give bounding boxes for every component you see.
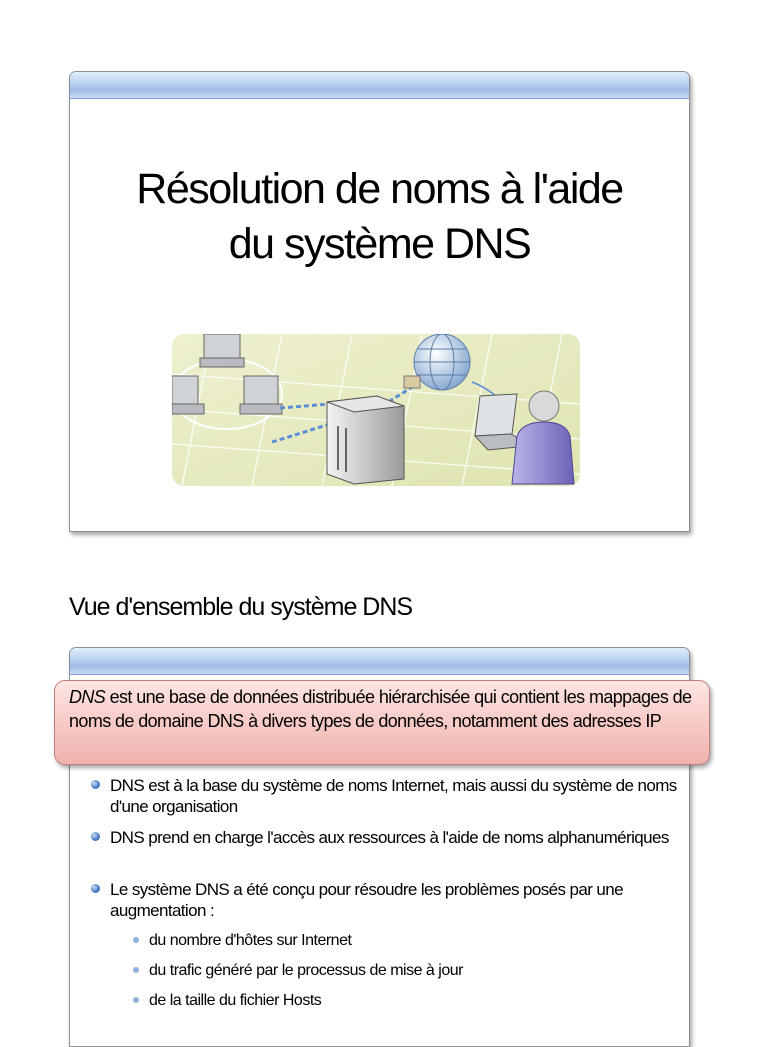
sub-bullet-icon (133, 937, 139, 943)
sub-bullet-item (149, 991, 679, 1011)
sub-bullet-item (149, 931, 679, 951)
dns-definition-callout (54, 680, 710, 765)
bullet-icon (91, 780, 100, 789)
client-computer-3 (240, 376, 282, 414)
bullet-text: DNS prend en charge l'accès aux ressources à l'aide de noms alphanumériques (110, 828, 669, 847)
sub-bullet-text: du trafic généré par le processus de mise à jour (149, 962, 463, 979)
sub-bullet-item (149, 961, 679, 981)
bullet-item (110, 879, 680, 921)
slide-title (70, 162, 689, 272)
dns-server (327, 396, 404, 484)
title-line-2: du système DNS (228, 220, 531, 268)
sub-bullet-text: de la taille du fichier Hosts (149, 992, 322, 1009)
slide-header-bar (70, 648, 689, 675)
bullet-item (110, 827, 680, 848)
sub-bullet-text: du nombre d'hôtes sur Internet (149, 932, 352, 949)
bullet-item (110, 775, 680, 817)
dns-definition-text: est une base de données distribuée hiérarchisée qui contient les mappages de noms de domaine DNS à divers types de données, notamment des adresses IP (69, 687, 692, 731)
section-heading: Vue d'ensemble du système DNS (69, 593, 413, 621)
bullet-text: Le système DNS a été conçu pour résoudre les problèmes posés par une augmentation : (110, 880, 623, 920)
sub-bullet-icon (133, 997, 139, 1003)
bullet-text: DNS est à la base du système de noms Internet, mais aussi du système de noms d'une organisation (110, 776, 677, 816)
dns-network-illustration (172, 334, 580, 486)
dns-term: DNS (69, 687, 106, 707)
bullet-icon (91, 884, 100, 893)
title-line-1: Résolution de noms à l'aide (136, 165, 623, 213)
sub-bullet-icon (133, 967, 139, 973)
slide-header-bar (70, 72, 689, 99)
title-slide (69, 71, 690, 532)
bullet-icon (91, 832, 100, 841)
client-computer-1 (200, 334, 244, 367)
